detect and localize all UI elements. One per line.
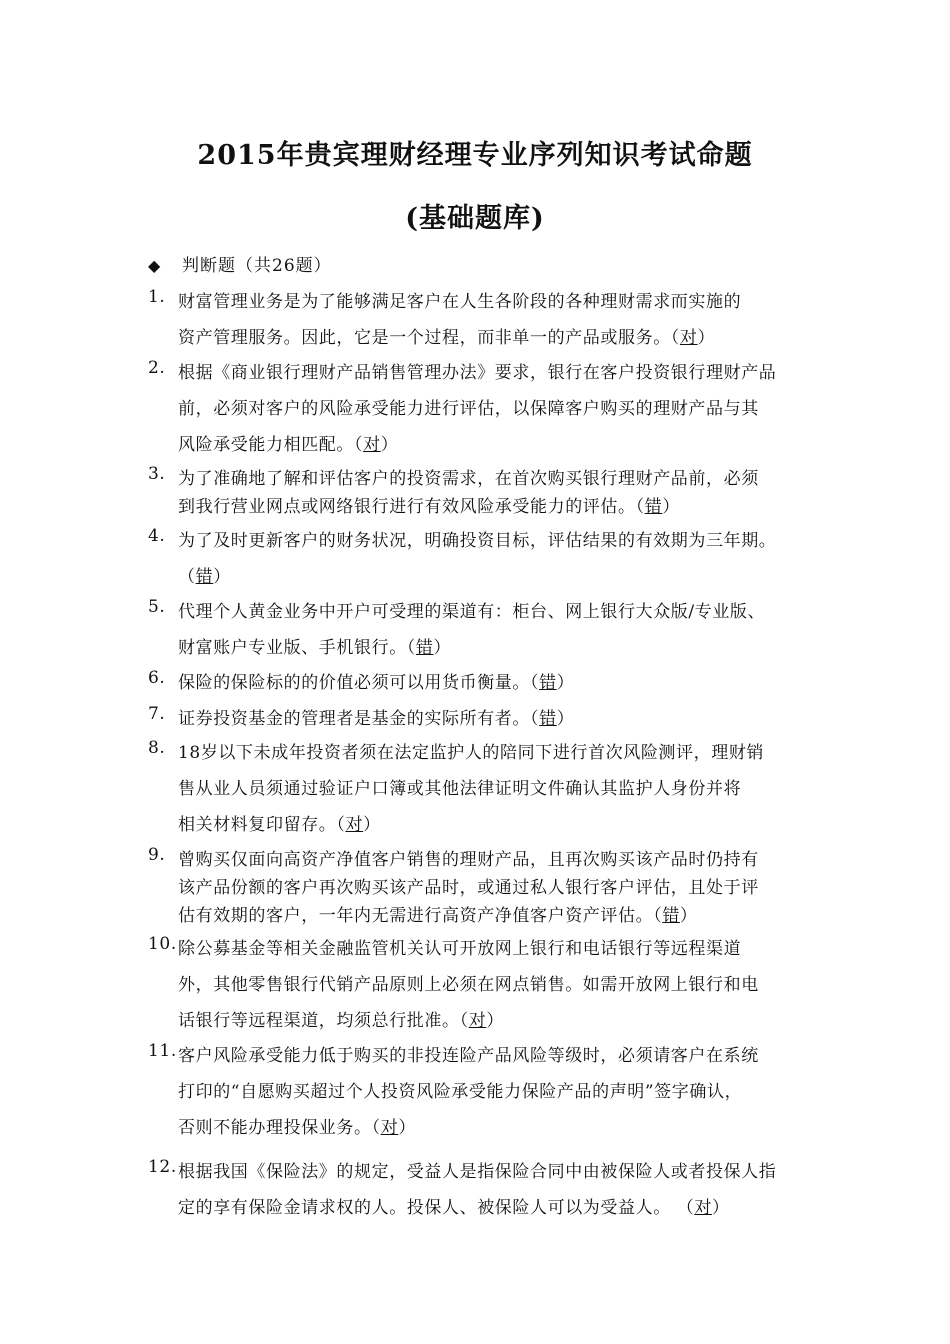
question-text-line [178, 526, 776, 551]
question-number: 6. [148, 668, 166, 688]
question-text-line [178, 287, 741, 312]
question-text-line [178, 492, 680, 517]
answer-mark: 对 [380, 1118, 399, 1138]
question-text: 为了准确地了解和评估客户的投资需求，在首次购买银行理财产品前，必须 [178, 469, 759, 489]
answer-close-paren: ） [556, 709, 575, 729]
question-text-line [178, 845, 759, 870]
question-text: 前，必须对客户的风险承受能力进行评估，以保障客户购买的理财产品与其 [178, 399, 759, 419]
question-text-line [178, 562, 231, 587]
answer-mark: 错 [662, 906, 680, 926]
answer-mark: 错 [415, 638, 434, 658]
question-text: 财富账户专业版、手机银行。（ [178, 638, 416, 658]
question-text: 为了及时更新客户的财务状况，明确投资目标，评估结果的有效期为三年期。 [178, 531, 777, 551]
question-text: 保险的保险标的的价值必须可以用货币衡量。（ [178, 673, 540, 693]
question-number: 7. [148, 704, 166, 724]
question-number: 5. [148, 597, 166, 617]
document-title: 2015年贵宾理财经理专业序列知识考试命题 [197, 140, 753, 171]
question-text: 根据我国《保险法》的规定，受益人是指保险合同中由被保险人或者投保人指 [178, 1162, 777, 1182]
question-text: 根据《商业银行理财产品销售管理办法》要求，银行在客户投资银行理财产品 [178, 363, 777, 383]
question-text: 话银行等远程渠道，均须总行批准。（ [178, 1011, 469, 1031]
question-number: 3. [148, 464, 166, 484]
answer-close-paren: ） [398, 1118, 416, 1138]
question-number: 12. [148, 1157, 177, 1177]
question-text-line [178, 668, 574, 693]
question-text: 定的享有保险金请求权的人。投保人、被保险人可以为受益人。 （ [178, 1198, 695, 1218]
document-subtitle: (基础题库) [405, 203, 545, 234]
answer-close-paren: ） [380, 435, 399, 455]
question-text-line [178, 1157, 776, 1182]
question-text: 除公募基金等相关金融监管机关认可开放网上银行和电话银行等远程渠道 [178, 939, 742, 959]
question-text-line [178, 970, 759, 995]
question-text-line [178, 323, 715, 348]
question-text-line [178, 1113, 416, 1138]
answer-close-paren: ） [697, 328, 716, 348]
question-text: 资产管理服务。因此，它是一个过程，而非单一的产品或服务。（ [178, 328, 680, 348]
answer-close-paren: ） [679, 906, 698, 926]
question-text: 打印的“自愿购买超过个人投资风险承受能力保险产品的声明”签字确认， [178, 1082, 743, 1102]
question-text-line [178, 934, 741, 959]
answer-close-paren: ） [213, 567, 231, 587]
answer-mark: 错 [644, 497, 663, 517]
question-text-line [178, 1006, 504, 1031]
question-text: 到我行营业网点或网络银行进行有效风险承受能力的评估。（ [178, 497, 645, 517]
question-number: 1. [148, 287, 166, 307]
answer-close-paren: ） [433, 638, 452, 658]
section-label: 判断题（共26题） [182, 256, 332, 276]
question-text-line [178, 597, 765, 622]
diamond-bullet-icon: ◆ [148, 256, 162, 275]
question-text: 财富管理业务是为了能够满足客户在人生各阶段的各种理财需求而实施的 [178, 292, 742, 312]
answer-close-paren: ） [486, 1011, 504, 1031]
question-text: 相关材料复印留存。（ [178, 815, 346, 835]
question-text: 18岁以下未成年投资者须在法定监护人的陪同下进行首次风险测评，理财销 [178, 743, 765, 763]
question-text-line [178, 464, 759, 489]
answer-close-paren: ） [662, 497, 680, 517]
question-text-line [178, 430, 398, 455]
question-text: 否则不能办理投保业务。（ [178, 1118, 381, 1138]
answer-mark: 错 [539, 673, 557, 693]
question-text-line [178, 873, 759, 898]
answer-close-paren: ） [556, 673, 575, 693]
question-number: 11. [148, 1041, 177, 1061]
question-text-line [178, 774, 741, 799]
question-text-line [178, 738, 764, 763]
answer-mark: 对 [363, 435, 381, 455]
question-text: 曾购买仅面向高资产净值客户销售的理财产品，且再次购买该产品时仍持有 [178, 850, 759, 870]
question-text: 该产品份额的客户再次购买该产品时，或通过私人银行客户评估，且处于评 [178, 878, 759, 898]
question-number: 9. [148, 845, 166, 865]
question-number: 4. [148, 526, 166, 546]
answer-mark: 对 [468, 1011, 487, 1031]
question-number: 8. [148, 738, 166, 758]
question-text-line [178, 1077, 742, 1102]
answer-close-paren: ） [712, 1198, 730, 1218]
question-text-line [178, 394, 759, 419]
question-text-line [178, 704, 574, 729]
question-number: 10. [148, 934, 177, 954]
question-text: 风险承受能力相匹配。（ [178, 435, 364, 455]
question-text-line [178, 810, 381, 835]
question-text-line [178, 1041, 759, 1066]
question-text-line [178, 901, 698, 926]
question-text: 售从业人员须通过验证户口簿或其他法律证明文件确认其监护人身份并将 [178, 779, 742, 799]
question-text: 客户风险承受能力低于购买的非投连险产品风险等级时，必须请客户在系统 [178, 1046, 759, 1066]
question-text-line [178, 1193, 730, 1218]
answer-close-paren: ） [363, 815, 381, 835]
question-text-line [178, 358, 776, 383]
question-text: （ [178, 567, 196, 587]
answer-mark: 对 [345, 815, 364, 835]
question-text: 证券投资基金的管理者是基金的实际所有者。（ [178, 709, 540, 729]
question-text-line [178, 633, 451, 658]
question-text: 外，其他零售银行代销产品原则上必须在网点销售。如需开放网上银行和电 [178, 975, 759, 995]
question-number: 2. [148, 358, 166, 378]
question-text: 估有效期的客户，一年内无需进行高资产净值客户资产评估。（ [178, 906, 663, 926]
section-heading [148, 251, 332, 276]
question-text: 代理个人黄金业务中开户可受理的渠道有：柜台、网上银行大众版/专业版、 [178, 602, 766, 622]
answer-mark: 对 [679, 328, 698, 348]
answer-mark: 对 [694, 1198, 713, 1218]
answer-mark: 错 [539, 709, 557, 729]
answer-mark: 错 [195, 567, 214, 587]
